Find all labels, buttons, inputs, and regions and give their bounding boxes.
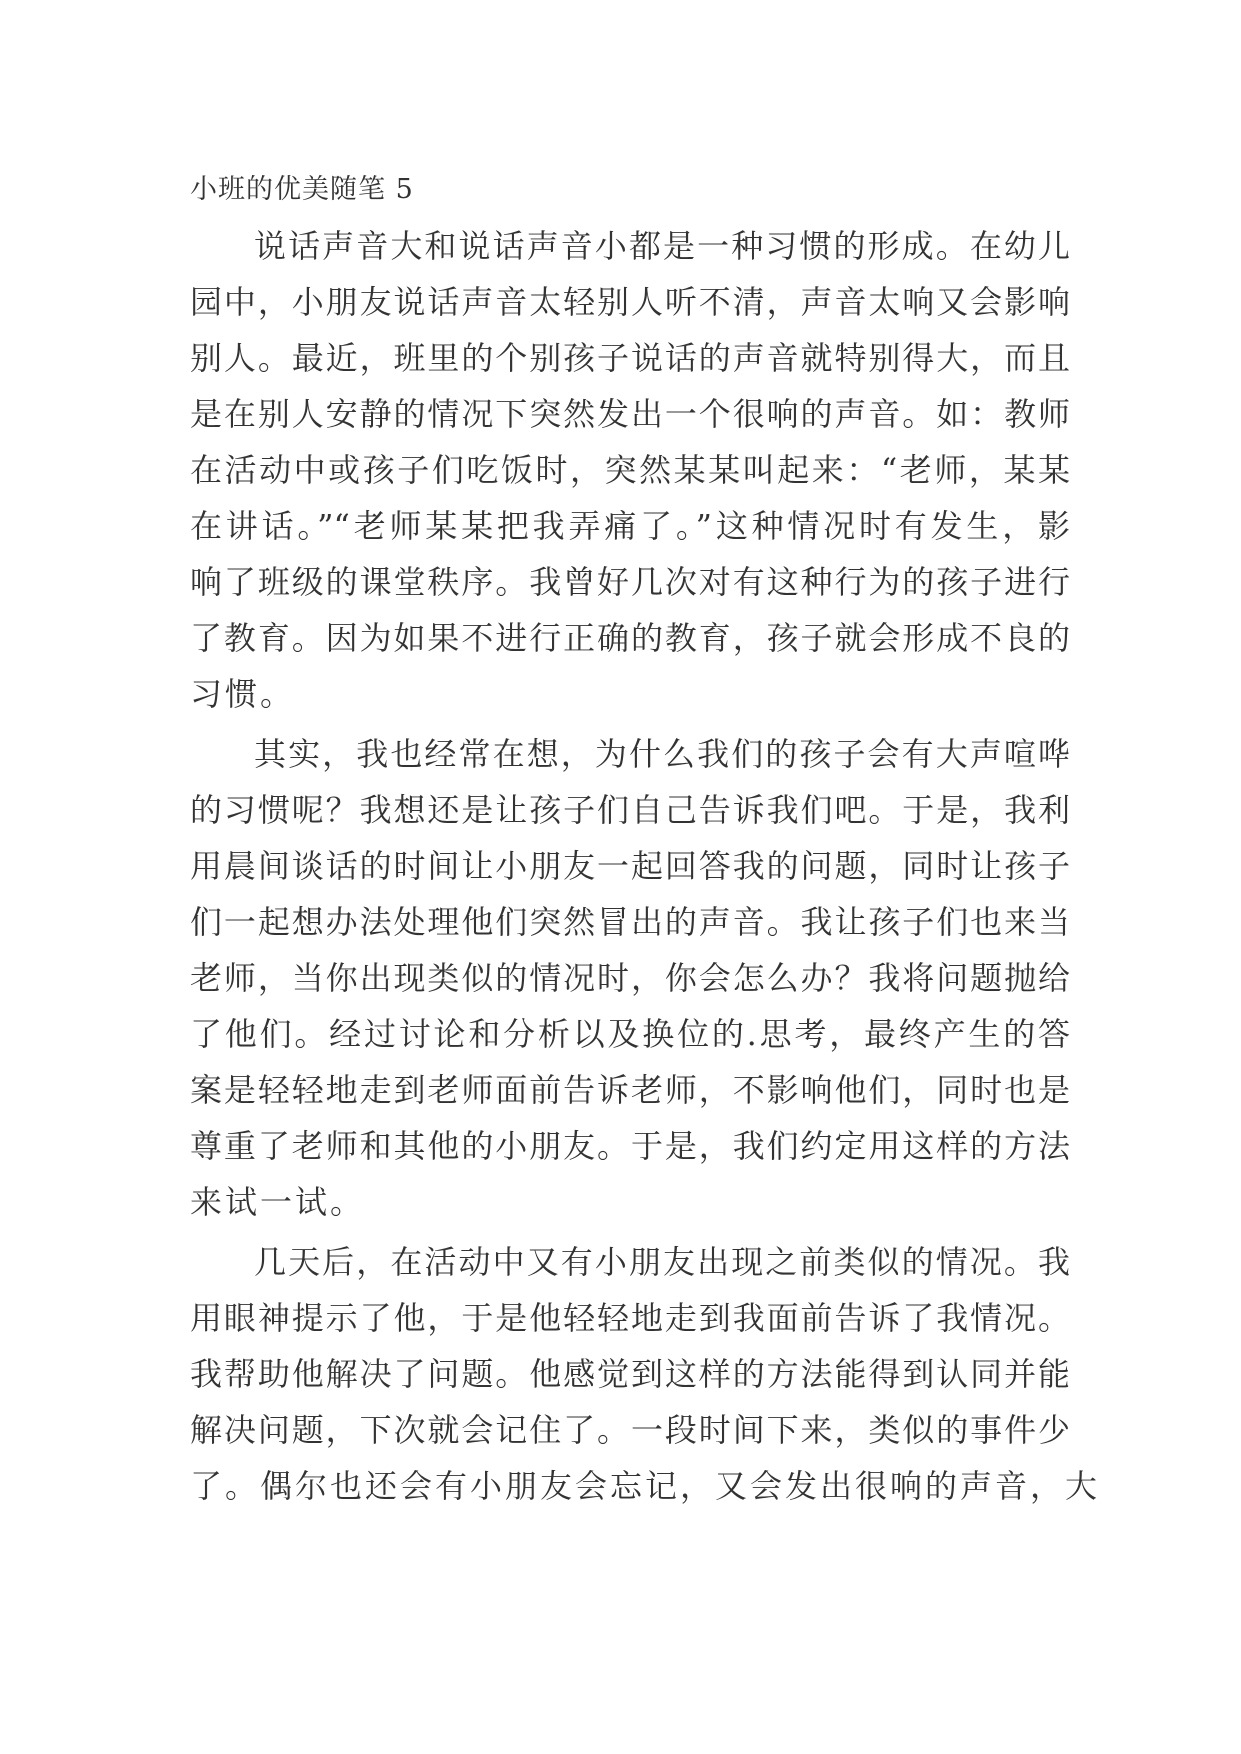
paragraph-line: 我帮助他解决了问题。他感觉到这样的方法能得到认同并能 bbox=[190, 1355, 1070, 1393]
paragraph-line: 园中，小朋友说话声音太轻别人听不清，声音太响又会影响 bbox=[190, 283, 1070, 321]
paragraph-line: 了教育。因为如果不进行正确的教育，孩子就会形成不良的 bbox=[190, 619, 1070, 657]
paragraph bbox=[190, 1234, 1101, 1514]
paragraph bbox=[190, 726, 1070, 1230]
paragraph bbox=[190, 218, 1070, 722]
document-body bbox=[190, 162, 1101, 1518]
paragraph-line: 说话声音大和说话声音小都是一种习惯的形成。在幼儿 bbox=[254, 227, 1070, 265]
paragraph-line: 们一起想办法处理他们突然冒出的声音。我让孩子们也来当 bbox=[190, 903, 1070, 941]
paragraph-line: 老师，当你出现类似的情况时，你会怎么办？我将问题抛给 bbox=[190, 959, 1070, 997]
paragraph-line: 解决问题，下次就会记住了。一段时间下来，类似的事件少 bbox=[190, 1411, 1070, 1449]
paragraph-line: 几天后，在活动中又有小朋友出现之前类似的情况。我 bbox=[254, 1243, 1070, 1281]
paragraph-line: 尊重了老师和其他的小朋友。于是，我们约定用这样的方法 bbox=[190, 1127, 1070, 1165]
paragraph-line: 是在别人安静的情况下突然发出一个很响的声音。如：教师 bbox=[190, 395, 1070, 433]
paragraph-line: 响了班级的课堂秩序。我曾好几次对有这种行为的孩子进行 bbox=[190, 563, 1070, 601]
document-title: 小班的优美随笔 5 bbox=[190, 174, 414, 205]
paragraph-list bbox=[190, 218, 1101, 1514]
paragraph-line: 别人。最近，班里的个别孩子说话的声音就特别得大，而且 bbox=[190, 339, 1070, 377]
paragraph-line: 用眼神提示了他，于是他轻轻地走到我面前告诉了我情况。 bbox=[190, 1299, 1070, 1337]
paragraph-line: 了。偶尔也还会有小朋友会忘记，又会发出很响的声音，大 bbox=[190, 1467, 1101, 1505]
paragraph-line: 在活动中或孩子们吃饭时，突然某某叫起来：“老师，某某 bbox=[190, 451, 1070, 489]
paragraph-line: 习惯。 bbox=[190, 675, 296, 713]
paragraph-line: 了他们。经过讨论和分析以及换位的.思考，最终产生的答 bbox=[190, 1015, 1070, 1053]
paragraph-line: 来试一试。 bbox=[190, 1183, 366, 1221]
paragraph-line: 的习惯呢？我想还是让孩子们自己告诉我们吧。于是，我利 bbox=[190, 791, 1070, 829]
paragraph-line: 其实，我也经常在想，为什么我们的孩子会有大声喧哗 bbox=[254, 735, 1070, 773]
paragraph-line: 用晨间谈话的时间让小朋友一起回答我的问题，同时让孩子 bbox=[190, 847, 1070, 885]
paragraph-line: 在讲话。”“老师某某把我弄痛了。”这种情况时有发生，影 bbox=[190, 507, 1070, 545]
paragraph-line: 案是轻轻地走到老师面前告诉老师，不影响他们，同时也是 bbox=[190, 1071, 1070, 1109]
